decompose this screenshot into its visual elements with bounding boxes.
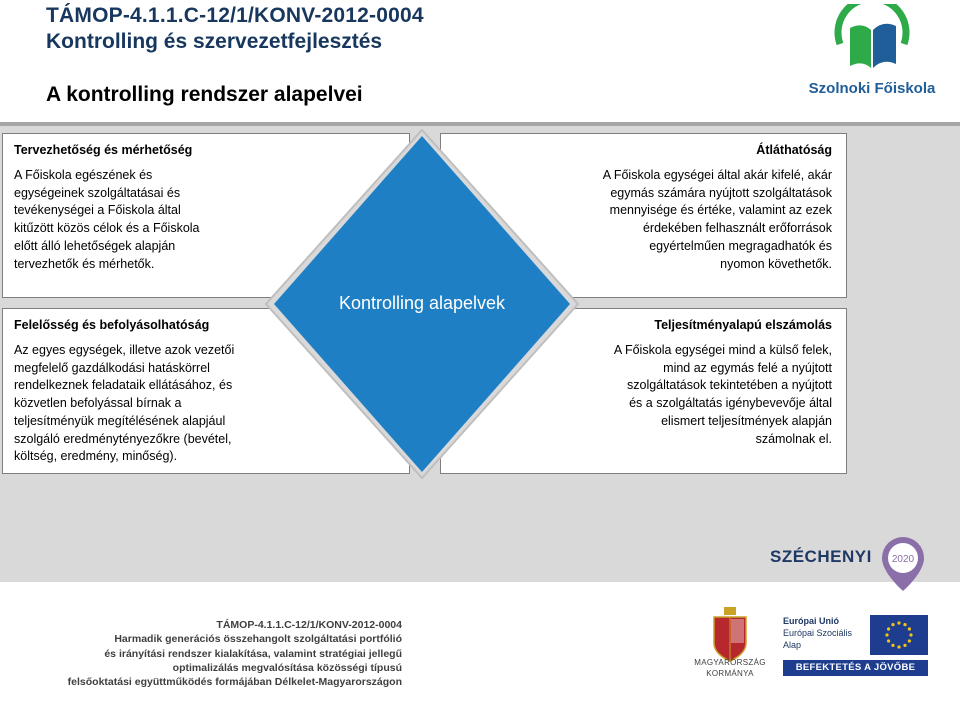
card-title: Felelősség és befolyásolhatóság [14, 318, 210, 332]
card-line: költség, eredmény, minőség). [14, 449, 178, 464]
card-line: érdekében felhasznált erőforrások [642, 221, 832, 236]
footer-line: Harmadik generációs összehangolt szolgáltatási portfólió [114, 633, 402, 646]
card-line: szolgáltatások tekintetében a nyújtott [627, 378, 832, 393]
eu-star [891, 644, 894, 647]
card-line: megfelelő gazdálkodási hatáskörrel [14, 360, 210, 375]
card-line: mennyisége és értéke, valamint az ezek [609, 203, 832, 218]
eu-star [897, 645, 900, 648]
szechenyi-2020-logo [770, 535, 930, 595]
eu-star [887, 627, 890, 630]
map-pin-icon [880, 535, 926, 593]
eu-star [908, 627, 911, 630]
footer-project-text [10, 618, 402, 689]
card-body [14, 167, 294, 273]
card-body [552, 342, 832, 448]
eu-star [887, 639, 890, 642]
invest-banner: BEFEKTETÉS A JÖVŐBE [783, 660, 928, 676]
center-label: Kontrolling alapelvek [338, 293, 506, 313]
card-line: Az egyes egységek, illetve azok vezetői [14, 343, 235, 357]
card-line: előtt álló lehetőségek alapján [14, 238, 176, 253]
szechenyi-text: SZÉCHENYI [770, 547, 872, 566]
government-text [680, 657, 780, 679]
card-line: A Főiskola egységei mind a külső felek, [613, 343, 832, 357]
card-line: számolnak el. [755, 431, 832, 446]
eu-star [885, 633, 888, 636]
header-subtitle: Kontrolling és szervezetfejlesztés [46, 30, 383, 53]
gov-line: MAGYARORSZÁG [694, 658, 766, 667]
eu-line: Alap [783, 640, 802, 650]
eu-flag-icon [870, 615, 928, 655]
eu-star [908, 639, 911, 642]
card-line: A Főiskola egészének és [14, 168, 153, 182]
card-body [14, 342, 294, 466]
eu-star [891, 623, 894, 626]
footer-line: optimalizálás megvalósítása közösségi típusú [172, 661, 402, 674]
card-title: Tervezhetőség és mérhetőség [14, 143, 193, 157]
eu-star [909, 633, 912, 636]
card-line: egységeinek szolgáltatásai és [14, 185, 181, 200]
eu-star [903, 644, 906, 647]
card-line: közvetlen befolyással bírnak a [14, 396, 182, 411]
eu-line: Európai Szociális [783, 628, 853, 638]
card-line: egyértelműen megragadhatók és [649, 238, 832, 253]
card-title: Átláthatóság [756, 143, 832, 157]
footer-line: és irányítási rendszer kialakítása, valamint stratégiai jellegű [104, 647, 402, 660]
card-body [552, 167, 832, 273]
card-line: szolgáló eredménytényezőkre (bevétel, [14, 431, 232, 446]
szolnoki-foiskola-logo [800, 4, 944, 100]
card-line: elismert teljesítmények alapján [661, 413, 832, 428]
card-line: kitűzött közös célok és a Főiskola [14, 221, 200, 236]
card-line: egymás számára nyújtott szolgáltatások [610, 185, 832, 200]
header-title: TÁMOP-4.1.1.C-12/1/KONV-2012-0004 [46, 4, 424, 27]
book-logo-icon [800, 4, 944, 80]
card-line: rendelkeznek feladataik ellátásához, és [14, 378, 233, 393]
eu-text [783, 615, 873, 651]
footer-line: felsőoktatási együttműködés formájában Délkelet-Magyarországon [67, 676, 402, 689]
gov-line: KORMÁNYA [706, 669, 754, 678]
card-line: mind az egymás felé a nyújtott [663, 360, 832, 375]
eu-star [903, 623, 906, 626]
card-line: és a szolgáltatás igénybevevője által [629, 396, 832, 411]
card-line: tervezhetők és mérhetők. [14, 256, 155, 271]
card-line: A Főiskola egységei által akár kifelé, akár [602, 168, 832, 182]
eu-star [897, 621, 900, 624]
card-line: teljesítményük megítélésének alapjául [14, 413, 226, 428]
card-title: Teljesítményalapú elszámolás [654, 318, 832, 332]
card-line: tevékenységei a Főiskola által [14, 203, 181, 218]
szechenyi-year: 2020 [891, 554, 915, 565]
slide-title: A kontrolling rendszer alapelvei [46, 83, 363, 106]
card-line: nyomon követhetők. [720, 256, 832, 271]
eu-line: Európai Unió [783, 616, 839, 626]
logo-text: Szolnoki Főiskola [808, 80, 936, 97]
footer-line: TÁMOP-4.1.1.C-12/1/KONV-2012-0004 [216, 619, 402, 631]
